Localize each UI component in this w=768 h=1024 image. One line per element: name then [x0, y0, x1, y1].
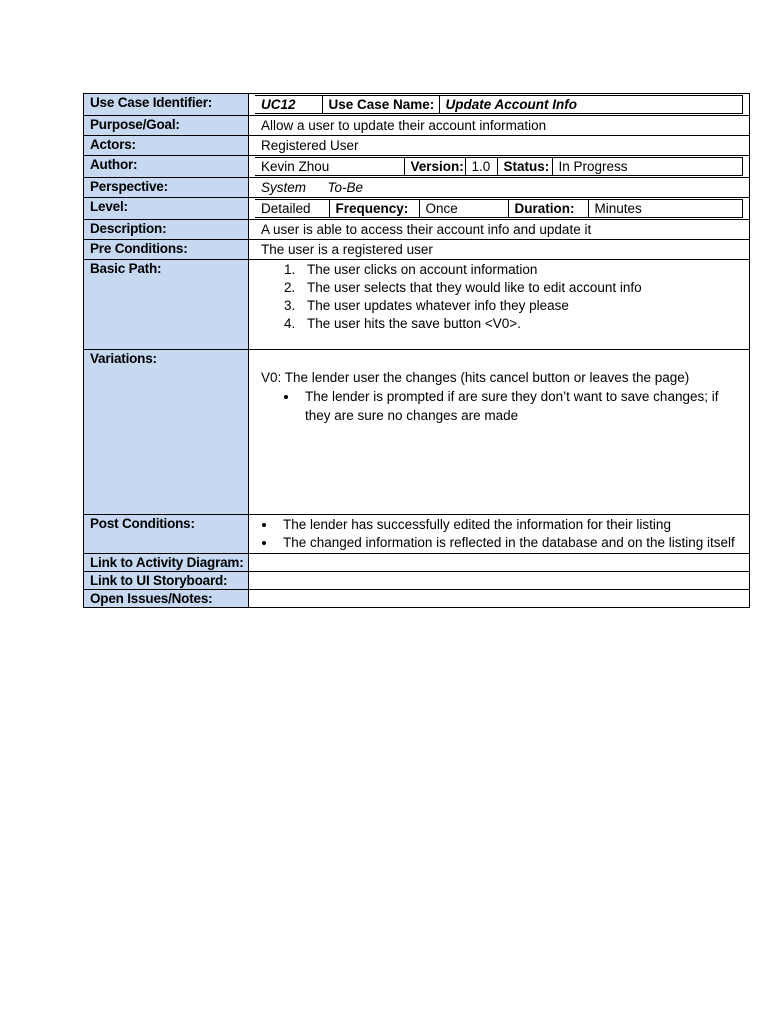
row-basic-path	[84, 260, 750, 350]
status-value: In Progress	[552, 158, 743, 176]
purpose-text: Allow a user to update their account information	[261, 118, 547, 133]
activity-diagram-link	[255, 555, 743, 557]
use-case-name-label: Use Case Name:	[322, 96, 439, 114]
post-conditions-list	[255, 516, 743, 552]
pre-conditions-text: The user is a registered user	[261, 242, 433, 257]
post-condition: • The changed information is reflected in the database and on the listing itself	[277, 534, 743, 552]
status-label: Status:	[497, 158, 552, 176]
row-open-issues	[84, 590, 750, 608]
row-author	[84, 156, 750, 178]
basic-path-step: 1. The user clicks on account information	[299, 261, 743, 279]
open-issues-text	[255, 591, 743, 593]
label-author: Author:	[84, 156, 249, 178]
label-open-issues: Open Issues/Notes:	[84, 590, 249, 608]
label-variations: Variations:	[84, 350, 249, 515]
label-actors: Actors:	[84, 136, 249, 156]
ui-storyboard-link	[255, 573, 743, 575]
row-pre-conditions	[84, 240, 750, 260]
perspective-system: System	[261, 180, 307, 195]
author-name: Kevin Zhou	[255, 158, 404, 176]
version-label: Version:	[404, 158, 465, 176]
row-actors	[84, 136, 750, 156]
label-activity-diagram: Link to Activity Diagram:	[84, 554, 249, 572]
label-description: Description:	[84, 220, 249, 240]
label-ui-storyboard: Link to UI Storyboard:	[84, 572, 249, 590]
variation-bullets	[255, 387, 743, 425]
label-purpose: Purpose/Goal:	[84, 116, 249, 136]
row-variations	[84, 350, 750, 515]
duration-value: Minutes	[588, 200, 743, 218]
duration-label: Duration:	[508, 200, 588, 218]
version-value: 1.0	[465, 158, 497, 176]
label-post-conditions: Post Conditions:	[84, 515, 249, 554]
label-level: Level:	[84, 198, 249, 220]
basic-path-step: 4. The user hits the save button <V0>.	[299, 315, 743, 333]
frequency-value: Once	[419, 200, 508, 218]
label-perspective: Perspective:	[84, 178, 249, 198]
label-basic-path: Basic Path:	[84, 260, 249, 350]
label-pre-conditions: Pre Conditions:	[84, 240, 249, 260]
basic-path-step: 2. The user selects that they would like to edit account info	[299, 279, 743, 297]
row-description	[84, 220, 750, 240]
use-case-table	[83, 93, 750, 608]
row-level	[84, 198, 750, 220]
basic-path-step: 3. The user updates whatever info they please	[299, 297, 743, 315]
row-ui-storyboard	[84, 572, 750, 590]
level-value: Detailed	[255, 200, 329, 218]
row-perspective	[84, 178, 750, 198]
variation-bullet: • The lender is prompted if are sure they don’t want to save changes; if they are sure no changes are made	[299, 387, 743, 425]
description-text: A user is able to access their account info and update it	[261, 222, 592, 237]
frequency-label: Frequency:	[329, 200, 419, 218]
use-case-name: Update Account Info	[439, 96, 743, 114]
label-identifier: Use Case Identifier:	[84, 94, 249, 116]
perspective-tobe: To-Be	[327, 180, 364, 195]
row-identifier	[84, 94, 750, 116]
variation-v0: V0: The lender user the changes (hits cancel button or leaves the page)	[261, 370, 690, 385]
row-post-conditions	[84, 515, 750, 554]
actors-text: Registered User	[261, 138, 359, 153]
row-purpose	[84, 116, 750, 136]
basic-path-list	[255, 261, 743, 333]
use-case-id: UC12	[255, 96, 322, 114]
post-condition: • The lender has successfully edited the information for their listing	[277, 516, 743, 534]
row-activity-diagram	[84, 554, 750, 572]
